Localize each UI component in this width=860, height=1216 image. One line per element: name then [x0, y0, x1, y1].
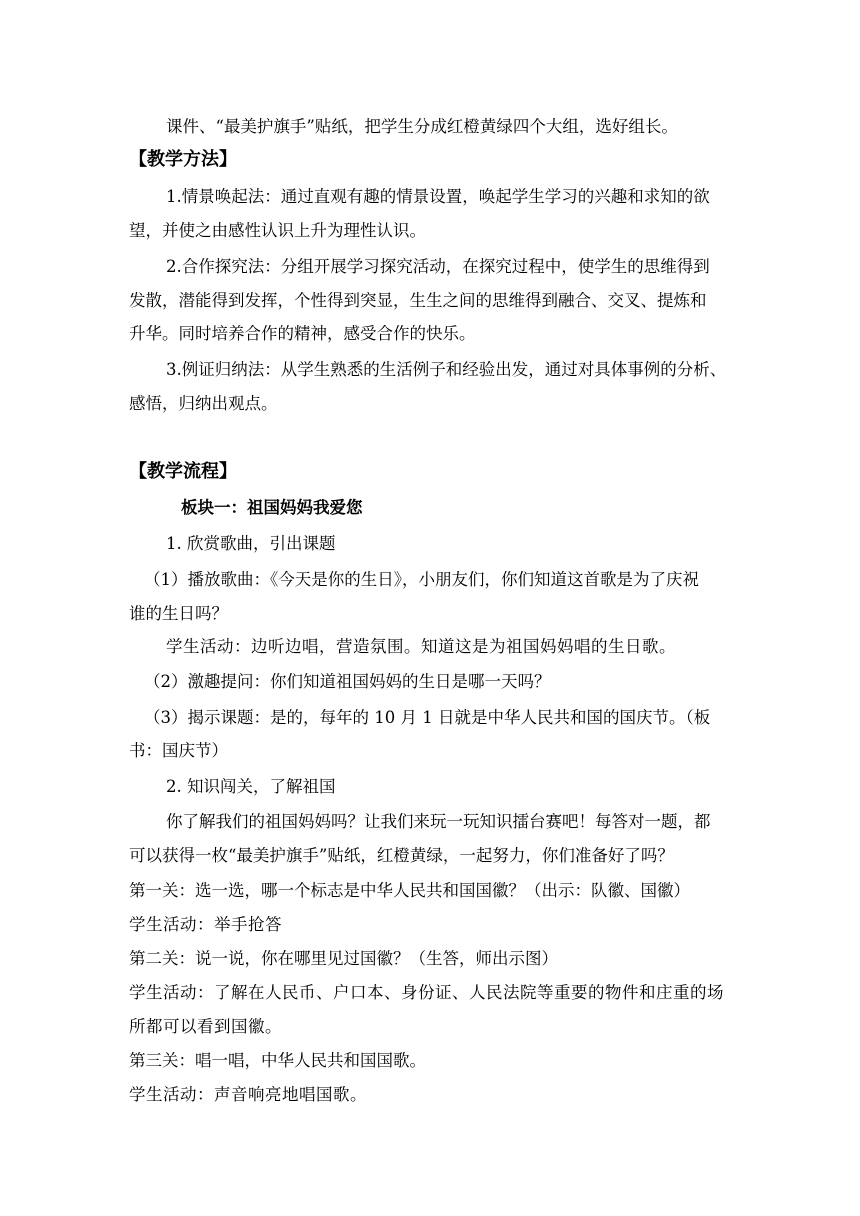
quiz-intro-text: 你了解我们的祖国妈妈吗？让我们来玩一玩知识擂台赛吧！每答对一题，都 [166, 812, 711, 831]
method-1-text: 1.情景唤起法：通过直观有趣的情景设置，唤起学生学习的兴趣和求知的欲 [166, 187, 710, 206]
step-1-text: 1. 欣赏歌曲，引出课题 [166, 534, 336, 553]
student-activity-2: 学生活动：举手抢答 [129, 915, 282, 934]
section-1-title: 板块一：祖国妈妈我爱您 [181, 498, 363, 517]
flow-heading: 【教学流程】 [129, 461, 237, 482]
level-1-text: 第一关：选一选，哪一个标志是中华人民共和国国徽？（出示：队徽、国徽） [129, 881, 690, 900]
materials-text: 课件、“最美护旗手”贴纸，把学生分成红橙黄绿四个大组，选好组长。 [166, 117, 678, 136]
method-1-text-cont: 望，并使之由感性认识上升为理性认识。 [129, 221, 426, 240]
step-2-text: 2. 知识闯关，了解祖国 [166, 777, 336, 796]
item-1-text-cont: 谁的生日吗？ [129, 604, 228, 623]
item-3-text-cont: 书：国庆节） [129, 741, 228, 760]
student-activity-4: 学生活动：声音响亮地唱国歌。 [129, 1085, 367, 1104]
item-3-text: （3）揭示课题：是的，每年的 10 月 1 日就是中华人民共和国的国庆节。（板 [144, 708, 711, 727]
methods-heading: 【教学方法】 [129, 149, 237, 170]
level-2-text: 第二关：说一说，你在哪里见过国徽？（生答，师出示图） [129, 949, 558, 968]
method-2-text-cont: 发散，潜能得到发挥，个性得到突显，生生之间的思维得到融合、交叉、提炼和 [129, 291, 707, 310]
item-1-text: （1）播放歌曲：《今天是你的生日》，小朋友们，你们知道这首歌是为了庆祝 [144, 570, 699, 589]
student-activity-3: 学生活动：了解在人民币、户口本、身份证、人民法院等重要的物件和庄重的场 [129, 983, 724, 1002]
method-2-text: 2.合作探究法：分组开展学习探究活动，在探究过程中，使学生的思维得到 [166, 257, 710, 276]
student-activity-3-cont: 所都可以看到国徽。 [129, 1017, 282, 1036]
method-3-text: 3.例证归纳法：从学生熟悉的生活例子和经验出发，通过对具体事例的分析、 [166, 360, 727, 379]
student-activity-1: 学生活动：边听边唱，营造氛围。知道这是为祖国妈妈唱的生日歌。 [166, 637, 676, 656]
method-3-text-cont: 感悟，归纳出观点。 [129, 394, 278, 413]
quiz-intro-text-cont: 可以获得一枚“最美护旗手”贴纸，红橙黄绿，一起努力，你们准备好了吗？ [129, 846, 674, 865]
level-3-text: 第三关：唱一唱，中华人民共和国国歌。 [129, 1051, 426, 1070]
item-2-text: （2）激趣提问：你们知道祖国妈妈的生日是哪一天吗？ [144, 672, 551, 691]
method-2-text-cont: 升华。同时培养合作的精神，感受合作的快乐。 [129, 324, 476, 343]
